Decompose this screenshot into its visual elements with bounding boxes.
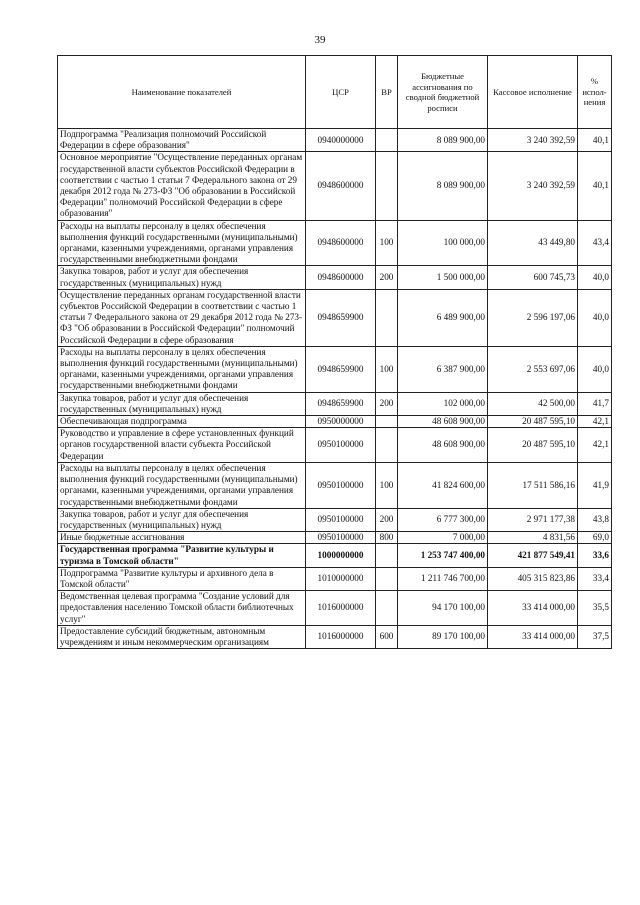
cell-cash: 405 315 823,86 — [488, 567, 578, 590]
header-csr: ЦСР — [306, 56, 376, 129]
cell-budget: 8 089 900,00 — [398, 129, 488, 152]
cell-vr — [376, 416, 398, 428]
cell-budget: 100 000,00 — [398, 220, 488, 266]
table-body — [58, 129, 612, 649]
cell-pct: 43,8 — [578, 508, 612, 531]
table-row — [58, 567, 612, 590]
cell-pct: 40,0 — [578, 346, 612, 392]
cell-pct: 37,5 — [578, 625, 612, 648]
cell-pct: 33,4 — [578, 567, 612, 590]
cell-budget: 41 824 600,00 — [398, 462, 488, 508]
cell-cash: 33 414 000,00 — [488, 591, 578, 626]
header-pct: % испол-нения — [578, 56, 612, 129]
cell-cash: 421 877 549,41 — [488, 544, 578, 567]
cell-name: Обеспечивающая подпрограмма — [58, 416, 306, 428]
table-row — [58, 591, 612, 626]
cell-pct: 41,7 — [578, 392, 612, 415]
cell-csr: 1000000000 — [306, 544, 376, 567]
cell-pct: 40,0 — [578, 266, 612, 289]
table-row — [58, 220, 612, 266]
cell-name: Расходы на выплаты персоналу в целях обеспечения выполнения функций государственными (муниципальными) органами, казенными учреждениями, органами управления государственными внебюджетными фондами — [58, 346, 306, 392]
cell-csr: 0950100000 — [306, 428, 376, 463]
header-cash: Кассовое исполнение — [488, 56, 578, 129]
table-row — [58, 428, 612, 463]
cell-csr: 0950100000 — [306, 532, 376, 544]
cell-budget: 1 211 746 700,00 — [398, 567, 488, 590]
table-row — [58, 129, 612, 152]
table-row — [58, 462, 612, 508]
cell-cash: 2 971 177,38 — [488, 508, 578, 531]
cell-name: Закупка товаров, работ и услуг для обеспечения государственных (муниципальных) нужд — [58, 392, 306, 415]
cell-csr: 0948659900 — [306, 346, 376, 392]
cell-pct: 40,0 — [578, 289, 612, 346]
cell-csr: 0950100000 — [306, 508, 376, 531]
cell-budget: 7 000,00 — [398, 532, 488, 544]
cell-cash: 2 596 197,06 — [488, 289, 578, 346]
cell-cash: 3 240 392,59 — [488, 152, 578, 220]
cell-cash: 3 240 392,59 — [488, 129, 578, 152]
cell-cash: 20 487 595,10 — [488, 428, 578, 463]
cell-pct: 69,0 — [578, 532, 612, 544]
cell-pct: 42,1 — [578, 428, 612, 463]
table-row — [58, 544, 612, 567]
cell-budget: 1 253 747 400,00 — [398, 544, 488, 567]
cell-name: Подпрограмма "Реализация полномочий Российской Федерации в сфере образования" — [58, 129, 306, 152]
cell-name: Закупка товаров, работ и услуг для обеспечения государственных (муниципальных) нужд — [58, 266, 306, 289]
table-row — [58, 416, 612, 428]
cell-vr — [376, 129, 398, 152]
cell-budget: 48 608 900,00 — [398, 428, 488, 463]
cell-csr: 1016000000 — [306, 625, 376, 648]
cell-pct: 41,9 — [578, 462, 612, 508]
cell-budget: 94 170 100,00 — [398, 591, 488, 626]
cell-pct: 35,5 — [578, 591, 612, 626]
cell-name: Ведомственная целевая программа "Создание условий для предоставления населению Томской области библиотечных услуг" — [58, 591, 306, 626]
cell-vr — [376, 152, 398, 220]
cell-cash: 17 511 586,16 — [488, 462, 578, 508]
cell-pct: 42,1 — [578, 416, 612, 428]
budget-execution-table — [57, 55, 612, 649]
header-vr: ВР — [376, 56, 398, 129]
table-row — [58, 266, 612, 289]
table-row — [58, 152, 612, 220]
cell-budget: 6 777 300,00 — [398, 508, 488, 531]
cell-name: Расходы на выплаты персоналу в целях обеспечения выполнения функций государственными (муниципальными) органами, казенными учреждениями, органами управления государственными внебюджетными фондами — [58, 220, 306, 266]
header-name: Наименование показателей — [58, 56, 306, 129]
cell-csr: 1016000000 — [306, 591, 376, 626]
table-row — [58, 508, 612, 531]
header-budget: Бюджетные ассигнования по сводной бюджетной росписи — [398, 56, 488, 129]
cell-name: Государственная программа "Развитие культуры и туризма в Томской области" — [58, 544, 306, 567]
cell-vr: 100 — [376, 220, 398, 266]
cell-cash: 33 414 000,00 — [488, 625, 578, 648]
cell-pct: 40,1 — [578, 152, 612, 220]
cell-vr: 200 — [376, 508, 398, 531]
cell-vr — [376, 567, 398, 590]
cell-vr: 200 — [376, 392, 398, 415]
cell-csr: 0948600000 — [306, 266, 376, 289]
table-row — [58, 625, 612, 648]
page-number: 39 — [314, 34, 326, 46]
cell-vr — [376, 428, 398, 463]
cell-cash: 43 449,80 — [488, 220, 578, 266]
cell-cash: 4 831,56 — [488, 532, 578, 544]
cell-csr: 0948600000 — [306, 220, 376, 266]
cell-csr: 0948659900 — [306, 289, 376, 346]
cell-cash: 42 500,00 — [488, 392, 578, 415]
cell-pct: 40,1 — [578, 129, 612, 152]
cell-csr: 1010000000 — [306, 567, 376, 590]
cell-name: Иные бюджетные ассигнования — [58, 532, 306, 544]
cell-vr — [376, 289, 398, 346]
cell-budget: 8 089 900,00 — [398, 152, 488, 220]
cell-vr: 200 — [376, 266, 398, 289]
cell-csr: 0950100000 — [306, 462, 376, 508]
cell-vr — [376, 544, 398, 567]
table-header-row — [58, 56, 612, 129]
cell-vr: 100 — [376, 346, 398, 392]
cell-vr: 100 — [376, 462, 398, 508]
table-row — [58, 532, 612, 544]
cell-name: Подпрограмма "Развитие культуры и архивного дела в Томской области" — [58, 567, 306, 590]
cell-cash: 600 745,73 — [488, 266, 578, 289]
cell-pct: 43,4 — [578, 220, 612, 266]
table-row — [58, 289, 612, 346]
cell-vr: 800 — [376, 532, 398, 544]
cell-cash: 2 553 697,06 — [488, 346, 578, 392]
cell-name: Предоставление субсидий бюджетным, автономным учреждениям и иным некоммерческим организациям — [58, 625, 306, 648]
cell-name: Закупка товаров, работ и услуг для обеспечения государственных (муниципальных) нужд — [58, 508, 306, 531]
cell-name: Руководство и управление в сфере установленных функций органов государственной власти субъекта Российской Федерации — [58, 428, 306, 463]
table-row — [58, 392, 612, 415]
cell-name: Осуществление переданных органам государственной власти субъектов Российской Федерации в соответствии с частью 1 статьи 7 Федерального закона от 29 декабря 2012 года № 273-ФЗ "Об образовании в Российской Федерации" полномочий Российской Федерации в сфере образования — [58, 289, 306, 346]
cell-cash: 20 487 595,10 — [488, 416, 578, 428]
cell-budget: 6 387 900,00 — [398, 346, 488, 392]
cell-csr: 0950000000 — [306, 416, 376, 428]
cell-budget: 48 608 900,00 — [398, 416, 488, 428]
cell-csr: 0948659900 — [306, 392, 376, 415]
table-row — [58, 346, 612, 392]
cell-csr: 0940000000 — [306, 129, 376, 152]
cell-budget: 6 489 900,00 — [398, 289, 488, 346]
cell-name: Расходы на выплаты персоналу в целях обеспечения выполнения функций государственными (муниципальными) органами, казенными учреждениями, органами управления государственными внебюджетными фондами — [58, 462, 306, 508]
cell-budget: 89 170 100,00 — [398, 625, 488, 648]
cell-name: Основное мероприятие "Осуществление переданных органам государственной власти субъектов Российской Федерации в соответствии с частью 1 статьи 7 Федерального закона от 29 декабря 2012 года № 273-ФЗ "Об образовании в Российской Федерации" полномочий Российской Федерации в сфере образования" — [58, 152, 306, 220]
cell-vr: 600 — [376, 625, 398, 648]
cell-budget: 102 000,00 — [398, 392, 488, 415]
cell-pct: 33,6 — [578, 544, 612, 567]
cell-csr: 0948600000 — [306, 152, 376, 220]
cell-vr — [376, 591, 398, 626]
cell-budget: 1 500 000,00 — [398, 266, 488, 289]
